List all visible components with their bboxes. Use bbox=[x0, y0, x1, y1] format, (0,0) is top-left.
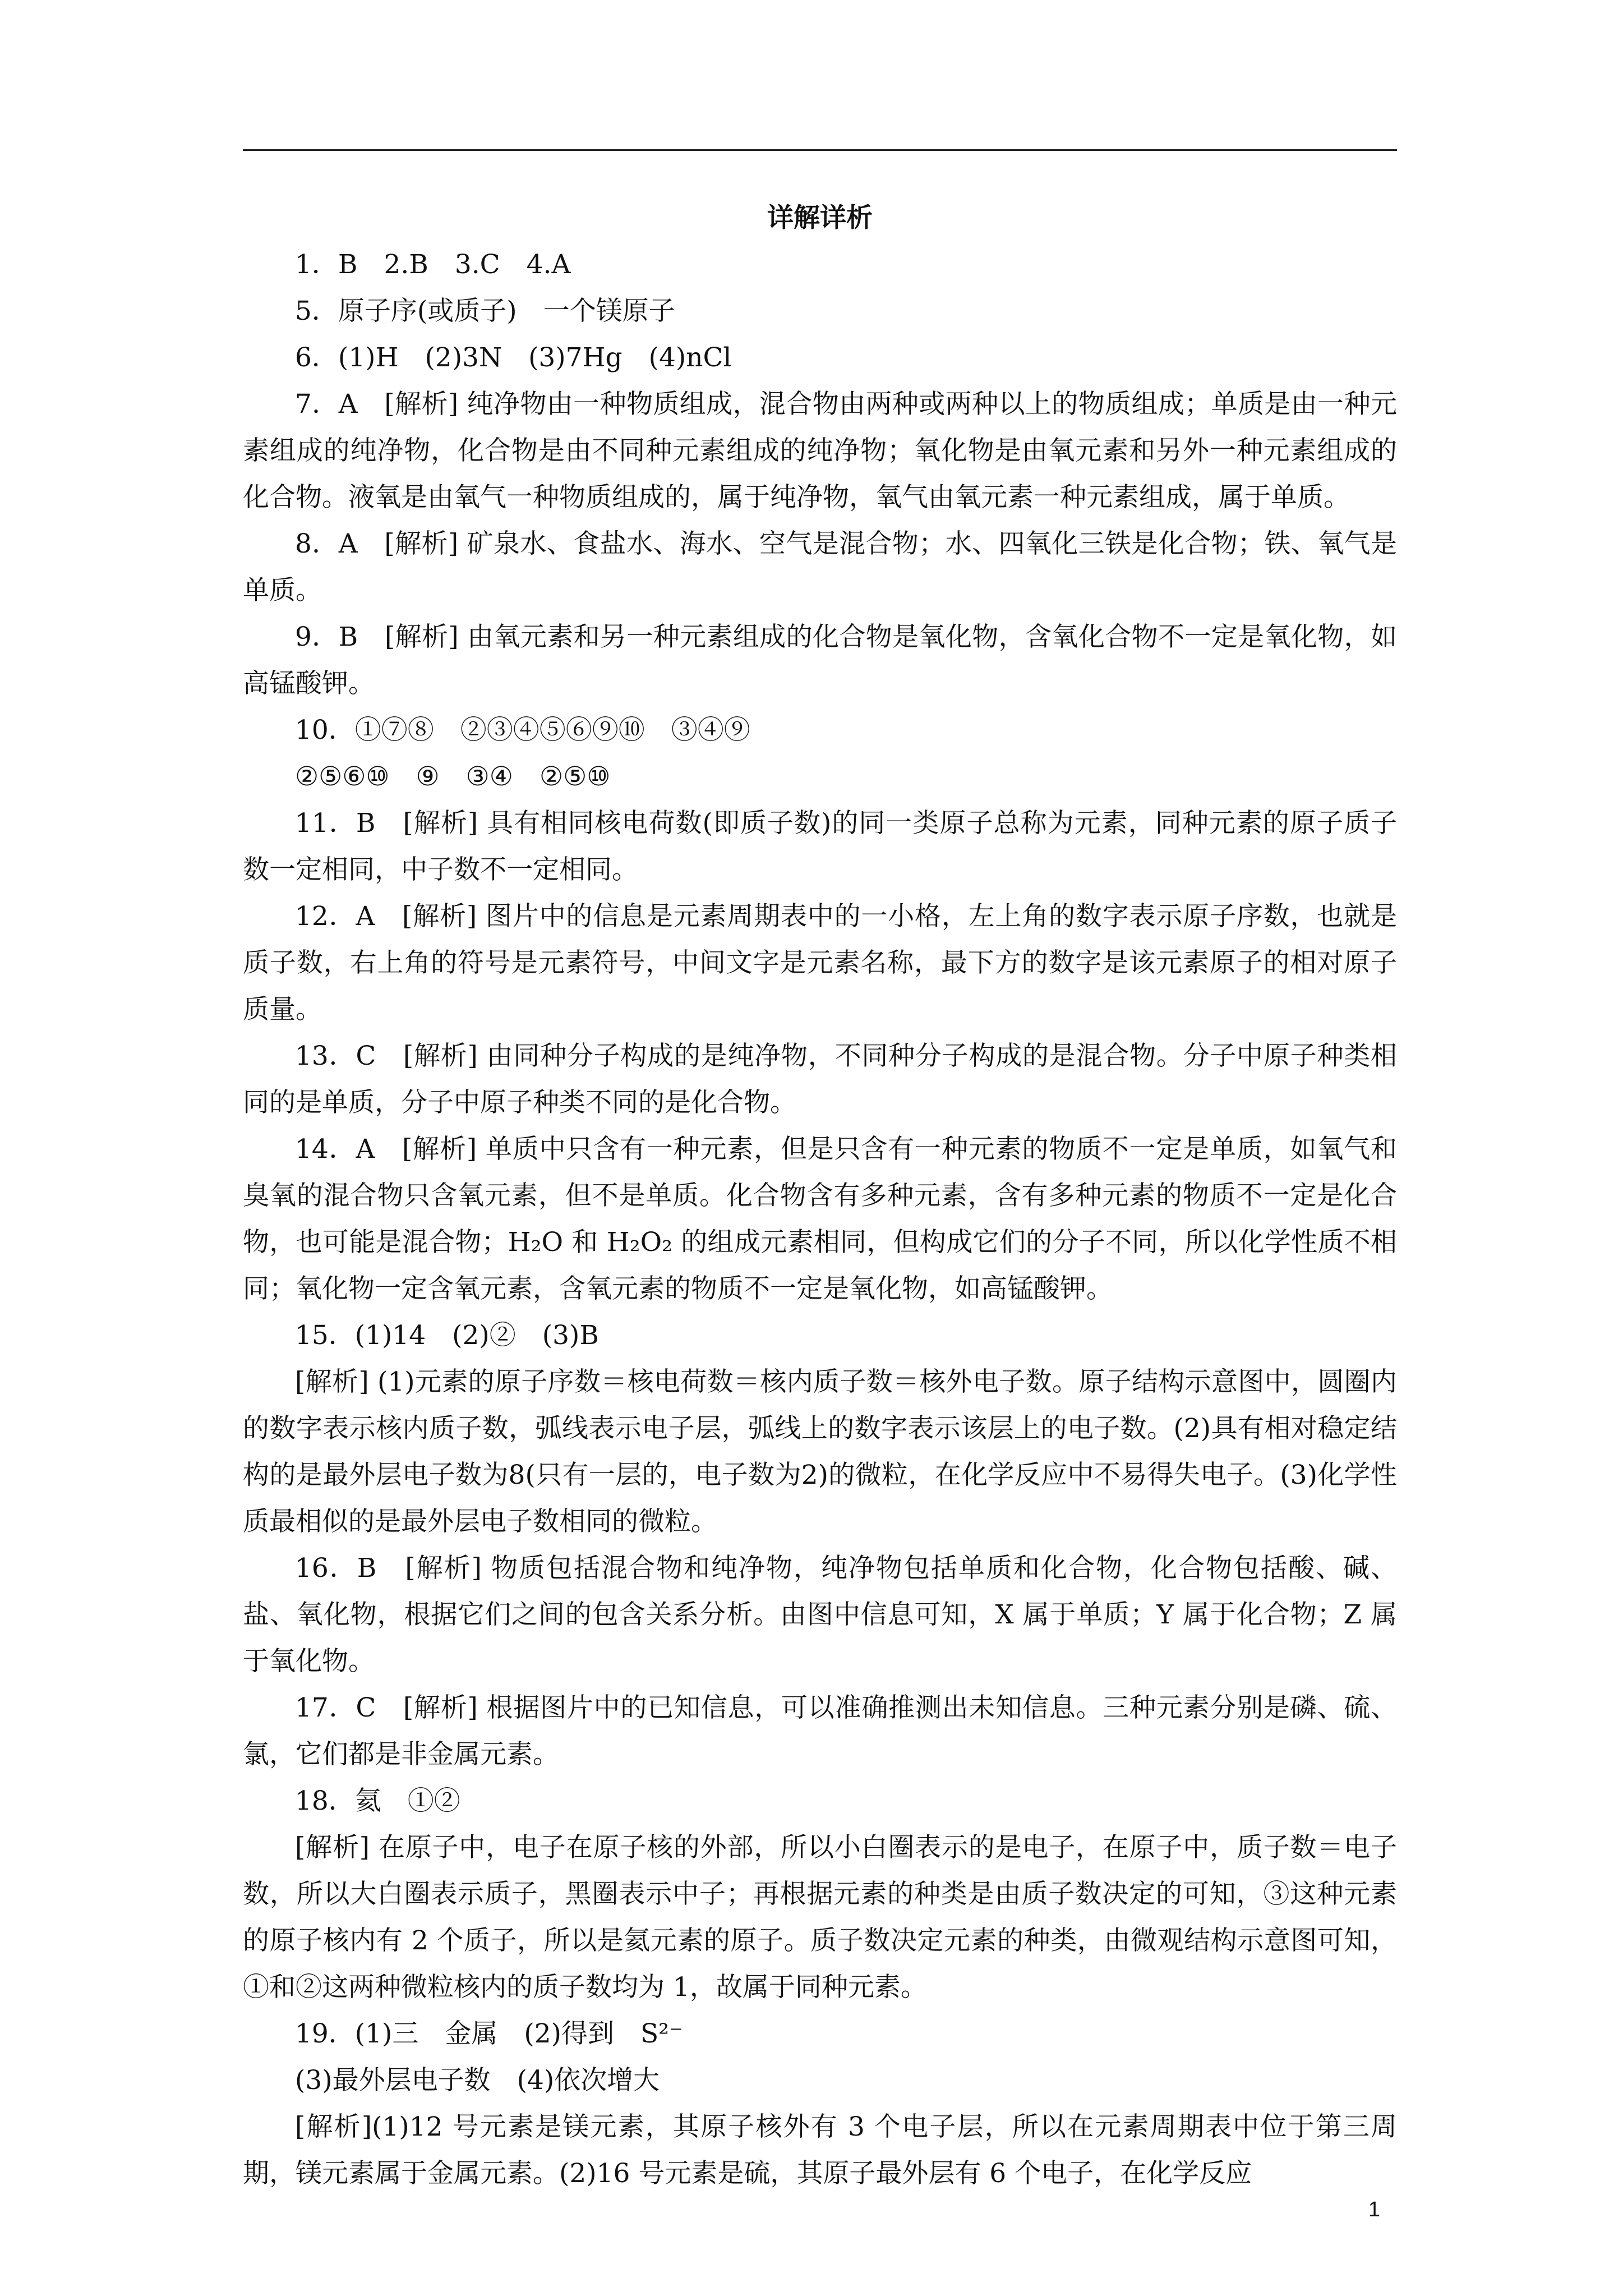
answer-10-cont: ②⑤⑥⑩ ⑨ ③④ ②⑤⑩ bbox=[295, 761, 611, 792]
answer-6: 6．(1)H (2)3N (3)7Hg (4)nCl bbox=[295, 342, 732, 373]
page-number: 1 bbox=[1368, 2198, 1380, 2221]
answer-9: 9．B [解析] 由氧元素和另一种元素组成的化合物是氧化物，含氧化合物不一定是氧化物，如高锰酸钾。 bbox=[243, 622, 1397, 699]
answer-5: 5．原子序(或质子) 一个镁原子 bbox=[295, 296, 675, 326]
answer-17: 17．C [解析] 根据图片中的已知信息，可以准确推测出未知信息。三种元素分别是磷、硫、氯，它们都是非金属元素。 bbox=[243, 1692, 1397, 1770]
answer-12: 12．A [解析] 图片中的信息是元素周期表中的一小格，左上角的数字表示原子序数，也就是质子数，右上角的符号是元素符号，中间文字是元素名称，最下方的数字是该元素原子的相对原子质量。 bbox=[243, 901, 1397, 1025]
document-body bbox=[243, 168, 1397, 2197]
answer-16: 16．B [解析] 物质包括混合物和纯净物，纯净物包括单质和化合物，化合物包括酸、碱、盐、氧化物，根据它们之间的包含关系分析。由图中信息可知，X 属于单质；Y 属于化合物；Z 属于氧化物。 bbox=[243, 1553, 1397, 1677]
answer-10: 10．①⑦⑧ ②③④⑤⑥⑨⑩ ③④⑨ bbox=[295, 715, 750, 746]
answer-1-4: 1．B 2.B 3.C 4.A bbox=[295, 249, 571, 280]
answer-7: 7．A [解析] 纯净物由一种物质组成，混合物由两种或两种以上的物质组成；单质是由一种元素组成的纯净物，化合物是由不同种元素组成的纯净物；氧化物是由氧元素和另外一种元素组成的化合物。液氧是由氧气一种物质组成的，属于纯净物，氧气由氧元素一种元素组成，属于单质。 bbox=[243, 389, 1397, 513]
answer-19: 19．(1)三 金属 (2)得到 S²⁻ bbox=[295, 2018, 683, 2049]
answer-15-analysis: [解析] (1)元素的原子序数＝核电荷数＝核内质子数＝核外电子数。原子结构示意图中，圆圈内的数字表示核内质子数，弧线表示电子层，弧线上的数字表示该层上的电子数。(2)具有相对稳定结构的是最外层电子数为8(只有一层的，电子数为2)的微粒，在化学反应中不易得失电子。(3)化学性质最相似的是最外层电子数相同的微粒。 bbox=[243, 1366, 1397, 1537]
answer-13: 13．C [解析] 由同种分子构成的是纯净物，不同种分子构成的是混合物。分子中原子种类相同的是单质，分子中原子种类不同的是化合物。 bbox=[243, 1041, 1397, 1118]
answer-11: 11．B [解析] 具有相同核电荷数(即质子数)的同一类原子总称为元素，同种元素的原子质子数一定相同，中子数不一定相同。 bbox=[243, 808, 1397, 885]
answer-18: 18．氦 ①② bbox=[295, 1786, 460, 1816]
answer-19-analysis: [解析](1)12 号元素是镁元素，其原子核外有 3 个电子层，所以在元素周期表中位于第三周期，镁元素属于金属元素。(2)16 号元素是硫，其原子最外层有 6 个电子，在化学反应 bbox=[243, 2111, 1397, 2189]
answer-15: 15．(1)14 (2)② (3)B bbox=[295, 1320, 599, 1351]
answer-18-analysis: [解析] 在原子中，电子在原子核的外部，所以小白圈表示的是电子，在原子中，质子数＝电子数，所以大白圈表示质子，黑圈表示中子；再根据元素的种类是由质子数决定的可知，③这种元素的原子核内有 2 个质子，所以是氦元素的原子。质子数决定元素的种类，由微观结构示意图可知，①和②这两种微粒核内的质子数均为 1，故属于同种元素。 bbox=[243, 1832, 1397, 2003]
page-title: 详解详析 bbox=[767, 203, 873, 233]
answer-8: 8．A [解析] 矿泉水、食盐水、海水、空气是混合物；水、四氧化三铁是化合物；铁、氧气是单质。 bbox=[243, 528, 1397, 606]
header-rule bbox=[243, 149, 1397, 151]
answer-14: 14．A [解析] 单质中只含有一种元素，但是只含有一种元素的物质不一定是单质，如氧气和臭氧的混合物只含氧元素，但不是单质。化合物含有多种元素，含有多种元素的物质不一定是化合物，也可能是混合物；H₂O 和 H₂O₂ 的组成元素相同，但构成它们的分子不同，所以化学性质不相同；氧化物一定含氧元素，含氧元素的物质不一定是氧化物，如高锰酸钾。 bbox=[243, 1134, 1397, 1304]
answer-19-cont: (3)最外层电子数 (4)依次增大 bbox=[295, 2065, 660, 2096]
